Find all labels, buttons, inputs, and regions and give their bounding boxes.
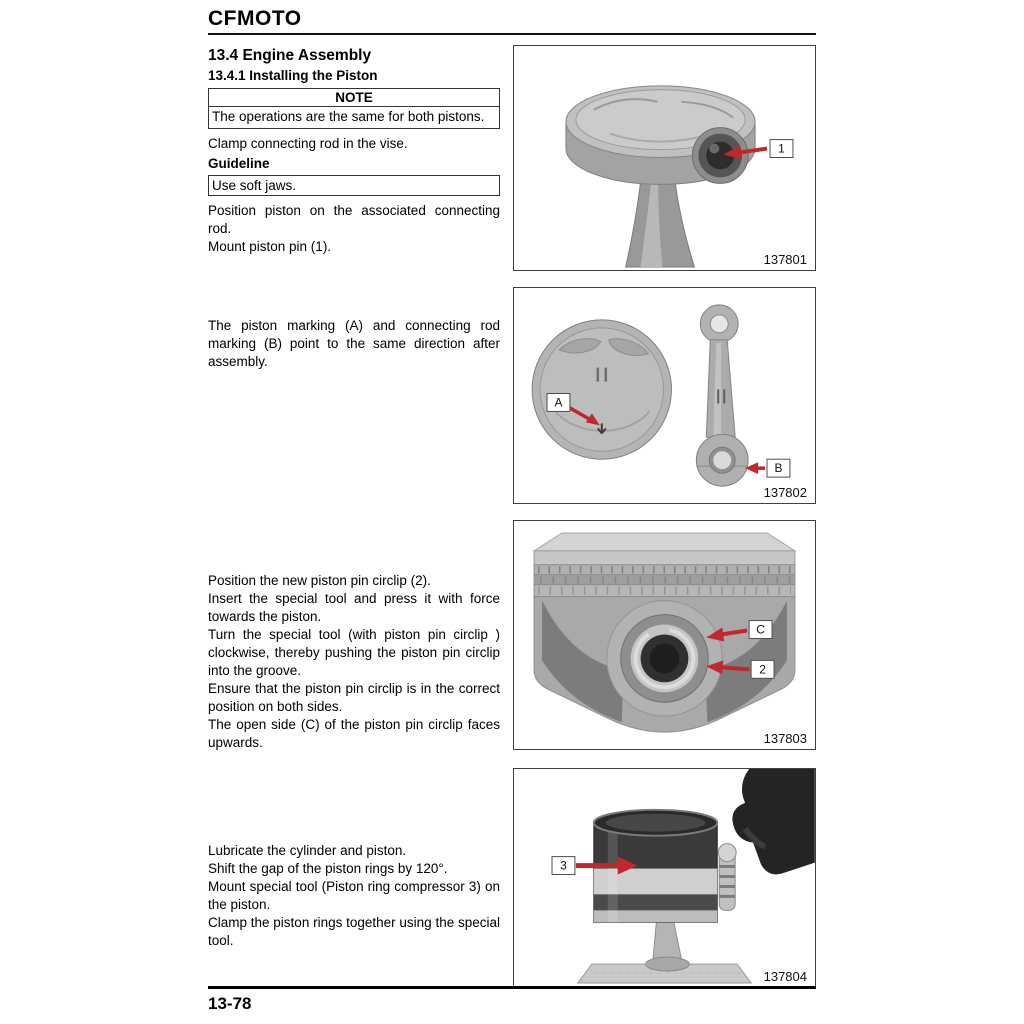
header-rule [208, 33, 816, 35]
figure-col-1 [513, 45, 816, 271]
section-row-3 [208, 520, 816, 752]
figure-col-4 [513, 768, 816, 988]
piston-marking-illustration [514, 288, 815, 503]
instruction-text: Clamp connecting rod in the vise. [208, 136, 408, 151]
footer [208, 986, 816, 1014]
instruction-text: Shift the gap of the piston rings by 120°. [208, 861, 448, 876]
brand-logo: CFMOTO [208, 7, 302, 30]
figure-137801 [513, 45, 816, 271]
instruction-text: Position the new piston pin circlip (2). [208, 573, 431, 588]
figure-number: 137804 [763, 969, 807, 984]
note-box [208, 88, 500, 129]
figure-col-3 [513, 520, 816, 750]
svg-text:C: C [756, 622, 765, 637]
instructions-col-2 [208, 287, 500, 371]
callout-3 [552, 857, 575, 875]
instructions-col-3 [208, 520, 500, 752]
callout-C [749, 621, 772, 639]
callout-1 [770, 140, 793, 158]
instruction-text: Mount piston pin (1). [208, 239, 332, 254]
figure-number: 137802 [763, 485, 807, 500]
section-row-1 [208, 45, 816, 271]
callout-B [767, 459, 790, 477]
instruction-text: Clamp the piston rings together using the special tool. [208, 915, 500, 948]
figure-137803 [513, 520, 816, 750]
guideline-label: Guideline [208, 156, 270, 171]
section-title: 13.4 Engine Assembly [208, 47, 372, 64]
figure-137804 [513, 768, 816, 988]
figure-number: 137801 [763, 252, 807, 267]
instruction-text: Lubricate the cylinder and piston. [208, 843, 407, 858]
svg-text:3: 3 [560, 858, 567, 873]
gloved-hand [732, 769, 814, 874]
instruction-text: The open side (C) of the piston pin circlip faces upwards. [208, 717, 500, 750]
instruction-text: Insert the special tool and press it with force towards the piston. [208, 591, 500, 624]
note-body: The operations are the same for both pistons. [212, 109, 485, 124]
ring-compressor-illustration [514, 769, 815, 987]
section-row-4 [208, 768, 816, 988]
svg-text:1: 1 [778, 141, 785, 156]
figure-137802 [513, 287, 816, 504]
footer-rule [208, 986, 816, 989]
instruction-text: Ensure that the piston pin circlip is in the correct position on both sides. [208, 681, 500, 714]
instruction-text: Position piston on the associated connecting rod. [208, 203, 500, 236]
piston-pin-illustration [514, 46, 815, 270]
instructions-col-4 [208, 768, 500, 950]
instruction-text: The piston marking (A) and connecting rod marking (B) point to the same direction after assembly. [208, 318, 500, 369]
svg-text:A: A [554, 395, 563, 410]
instruction-text: Turn the special tool (with piston pin circlip ) clockwise, thereby pushing the piston pin circlip into the groove. [208, 627, 500, 678]
figure-number: 137803 [763, 731, 807, 746]
figure-col-2 [513, 287, 816, 504]
instruction-text: Mount special tool (Piston ring compressor 3) on the piston. [208, 879, 500, 912]
subsection-title: 13.4.1 Installing the Piston [208, 68, 378, 83]
circlip-illustration [514, 521, 815, 749]
callout-A [547, 394, 570, 412]
note-title: NOTE [209, 89, 499, 107]
manual-page [208, 0, 816, 988]
page-number: 13-78 [208, 994, 252, 1013]
svg-text:B: B [774, 461, 783, 476]
instructions-col-1 [208, 45, 500, 256]
svg-text:2: 2 [759, 662, 766, 677]
callout-2 [751, 660, 774, 678]
section-row-2 [208, 287, 816, 504]
guideline-note-box: Use soft jaws. [208, 175, 500, 196]
